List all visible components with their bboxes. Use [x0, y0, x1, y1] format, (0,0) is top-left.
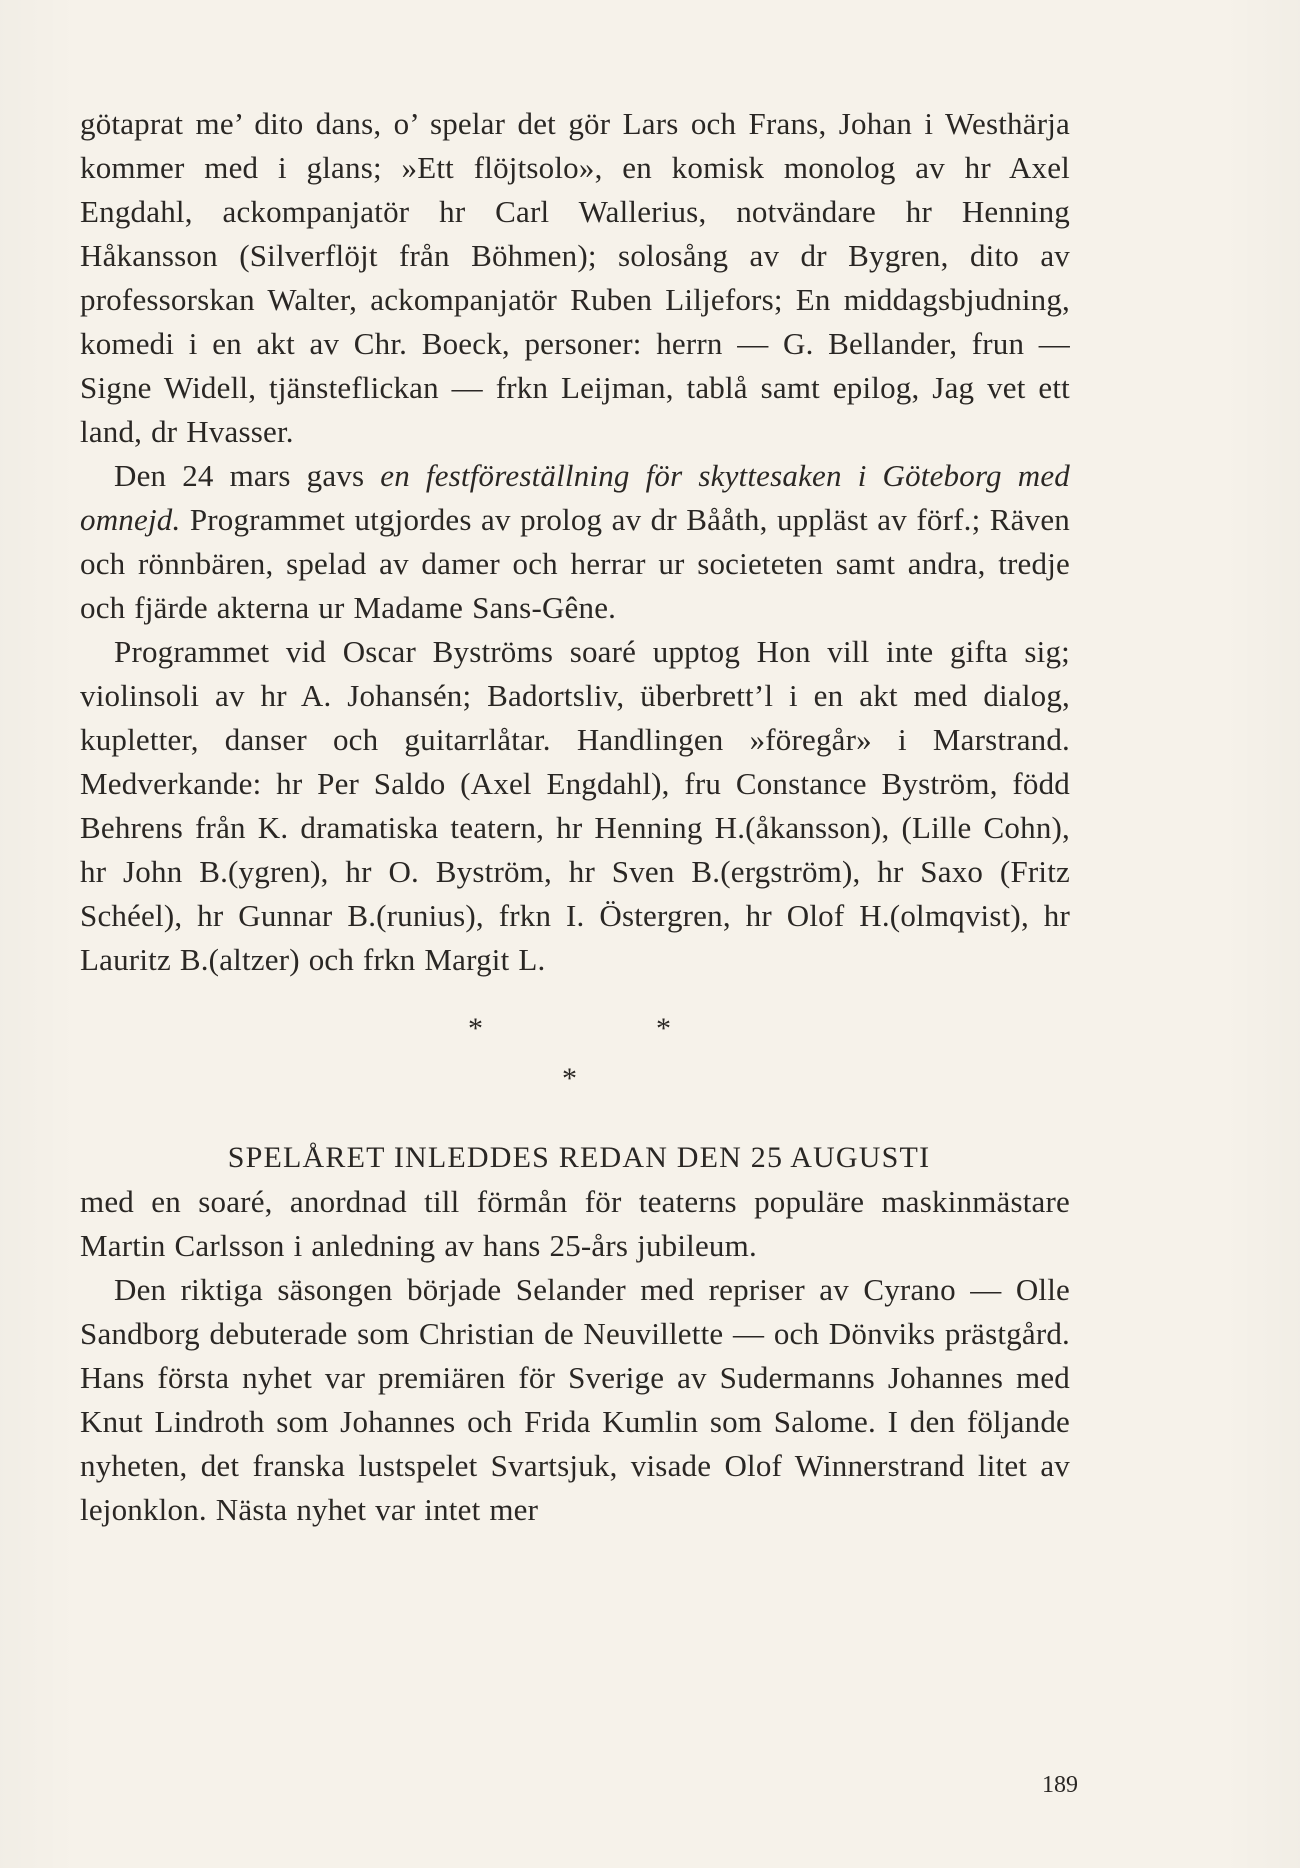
page-content: [80, 102, 1070, 1532]
paragraph-text: Den 24 mars gavs: [114, 458, 381, 493]
asterisk-glyph: *: [468, 1012, 483, 1045]
section-heading: SPELÅRET INLEDDES REDAN DEN 25 AUGUSTI: [227, 1141, 931, 1174]
section-divider-asterism: [80, 986, 1070, 1136]
paragraph-soare-jubileum: med en soaré, anordnad till förmån för teaterns populäre maskinmästare Martin Carlsson i anledning av hans 25-års jubileum.: [80, 1184, 1070, 1263]
page-number: 189: [1042, 1772, 1078, 1798]
paragraph-festforestallning: [80, 454, 1070, 630]
paragraph-continuation: götaprat me’ dito dans, o’ spelar det gör Lars och Frans, Johan i Westhärja kommer med i glans; »Ett flöjtsolo», en komisk monolog av hr Axel Engdahl, ackompanjatör hr Carl Wallerius, notvändare hr Henning Håkansson (Silverflöjt från Böhmen); solosång av dr Bygren, dito av professorskan Walter, ackompanjatör Ruben Liljefors; En middagsbjudning, komedi i en akt av Chr. Boeck, personer: herrn — G. Bellander, frun — Signe Widell, tjänsteflickan — frkn Leijman, tablå samt epilog, Jag vet ett land, dr Hvasser.: [80, 106, 1070, 449]
paragraph-bystroms-soare: Programmet vid Oscar Byströms soaré upptog Hon vill inte gifta sig; violinsoli av hr A. Johansén; Badortsliv, überbrett’l i en akt med dialog, kupletter, danser och guitarrlåtar. Handlingen »föregår» i Marstrand. Medverkande: hr Per Saldo (Axel Engdahl), fru Constance Byström, född Behrens från K. dramatiska teatern, hr Henning H.(åkansson), (Lille Cohn), hr John B.(ygren), hr O. Byström, hr Sven B.(ergström), hr Saxo (Fritz Schéel), hr Gunnar B.(runius), frkn I. Östergren, hr Olof H.(olmqvist), hr Lauritz B.(altzer) och frkn Margit L.: [80, 634, 1070, 977]
asterisk-glyph: *: [656, 1012, 671, 1045]
italic-emphasis: en festföreställning för skyttesaken i Göteborg med omnejd.: [80, 458, 1070, 537]
paragraph-sasongen: Den riktiga säsongen började Selander med repriser av Cyrano — Olle Sandborg debuterade som Christian de Neuvillette — och Dönviks prästgård. Hans första nyhet var premiären för Sverige av Sudermanns Johannes med Knut Lindroth som Johannes och Frida Kumlin som Salome. I den följande nyheten, det franska lustspelet Svartsjuk, visade Olof Winnerstrand litet av lejonklon. Nästa nyhet var intet mer: [80, 1272, 1070, 1527]
paragraph-text: Programmet utgjordes av prolog av dr Bååth, uppläst av förf.; Räven och rönnbären, spelad av damer och herrar ur societeten samt andra, tredje och fjärde akterna ur Madame Sans-Gêne.: [80, 502, 1070, 625]
asterisk-glyph: *: [562, 1062, 577, 1095]
